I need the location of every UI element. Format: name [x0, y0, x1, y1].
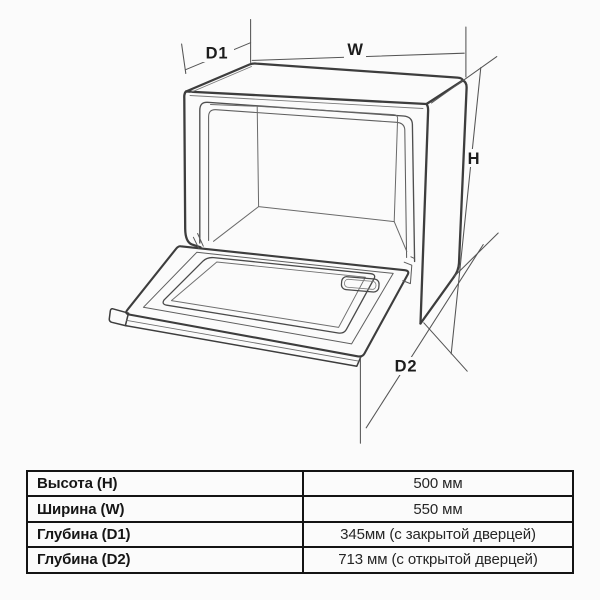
spec-label-width: Ширина (W) [27, 496, 303, 521]
cabinet-left-front-edge [184, 92, 200, 248]
cabinet-top-face-highlight-left [191, 67, 252, 93]
spec-value-height: 500 мм [303, 471, 573, 496]
spec-label-depth-open: Глубина (D2) [27, 547, 303, 572]
interior-back-wall [257, 106, 397, 221]
h-extension-line-bottom [424, 323, 467, 371]
spec-label-depth-closed: Глубина (D1) [27, 522, 303, 547]
dim-label-h: H [467, 150, 481, 168]
cabinet-right-front-edge [421, 104, 429, 324]
front-frame-outer [200, 102, 415, 261]
spec-value-width: 550 мм [303, 496, 573, 521]
interior-floor-edge-left [214, 207, 259, 242]
detergent-dispenser [341, 276, 379, 292]
spec-value-depth-open: 713 мм (с открытой дверцей) [303, 547, 573, 572]
d1-extension-line-left [182, 44, 186, 74]
table-row-width [27, 496, 573, 521]
interior-floor-edge-right [394, 222, 407, 252]
dim-label-d2: D2 [394, 357, 418, 376]
front-frame-inner [209, 110, 407, 258]
table-row-depth-open [27, 547, 573, 572]
h-extension-line-top [432, 57, 497, 103]
dimensions-table [26, 470, 574, 574]
table-row-depth-closed [27, 522, 573, 547]
spec-label-height: Высота (H) [27, 471, 303, 496]
dim-label-w: W [347, 41, 364, 59]
dim-label-d1: D1 [205, 44, 229, 63]
spec-value-depth-closed: 345мм (с закрытой дверцей) [303, 522, 573, 547]
door-band-line [127, 320, 359, 361]
door-tray-outer [163, 258, 375, 334]
door-edge-band [125, 314, 360, 366]
table-row-height [27, 471, 573, 496]
